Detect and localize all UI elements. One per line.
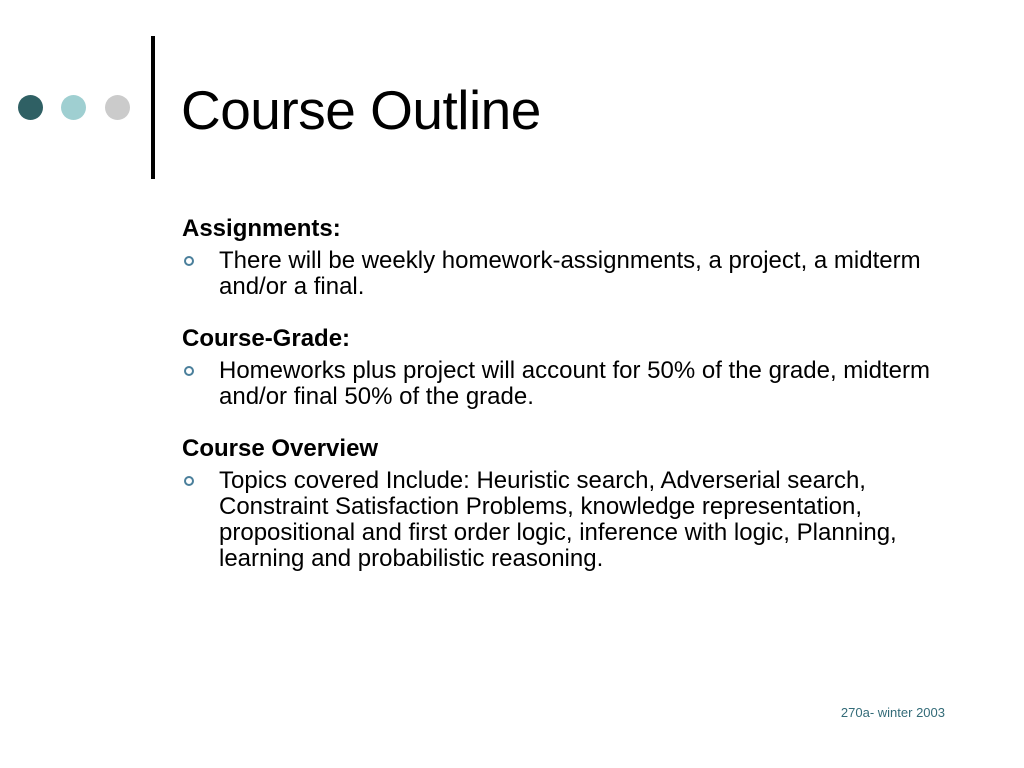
section-heading: Course Overview: [182, 435, 379, 462]
light-teal-dot-icon: [61, 95, 86, 120]
bullet-circle-icon: [184, 256, 194, 266]
slide-title: Course Outline: [181, 79, 541, 141]
slide-content: [182, 214, 942, 596]
section-course-grade: [182, 324, 942, 410]
slide-footer: 270a- winter 2003: [840, 705, 945, 720]
dark-teal-dot-icon: [18, 95, 43, 120]
bullet-item: [182, 248, 942, 300]
bullet-circle-icon: [184, 476, 194, 486]
section-heading: Assignments:: [182, 215, 341, 242]
bullet-circle-icon: [184, 366, 194, 376]
gray-dot-icon: [105, 95, 130, 120]
title-divider: [151, 36, 155, 179]
bullet-item: [182, 358, 942, 410]
section-heading: Course-Grade:: [182, 325, 351, 352]
bullet-text: Topics covered Include: Heuristic search, Adverserial search, Constraint Satisfaction Problems, knowledge representation, propositional and first order logic, inference with logic, Planning, learning and probabilistic reasoning.: [219, 467, 897, 572]
decorative-dots: [18, 95, 134, 121]
bullet-item: [182, 468, 942, 572]
bullet-text: There will be weekly homework-assignments, a project, a midterm and/or a final.: [219, 247, 921, 300]
bullet-text: Homeworks plus project will account for 50% of the grade, midterm and/or final 50% of the grade.: [219, 357, 930, 410]
section-assignments: [182, 214, 942, 300]
section-course-overview: [182, 434, 942, 572]
